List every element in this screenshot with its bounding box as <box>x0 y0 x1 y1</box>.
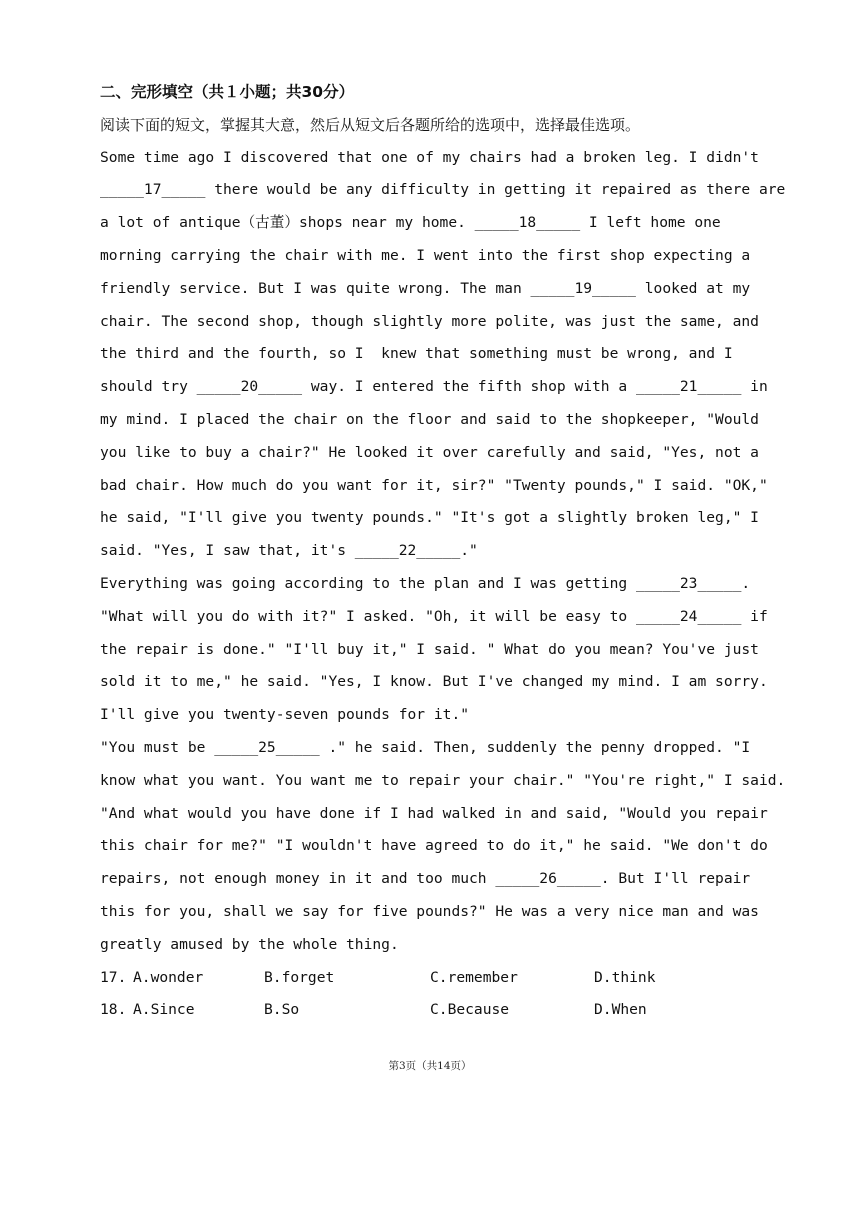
passage-line: greatly amused by the whole thing. <box>100 935 399 953</box>
passage-line: Some time ago I discovered that one of my chairs had a broken leg. I didn't <box>100 148 759 166</box>
question-options <box>100 962 780 1028</box>
passage-line: friendly service. But I was quite wrong. The man _____19_____ looked at my <box>100 279 751 297</box>
question-number: 17. <box>100 968 127 986</box>
passage-line: this chair for me?" "I wouldn't have agreed to do it," he said. "We don't do <box>100 837 768 855</box>
option-a: A.Since <box>133 1001 195 1019</box>
option-b: B.forget <box>264 968 335 986</box>
passage-line: I'll give you twenty-seven pounds for it." <box>100 706 470 724</box>
document-content <box>100 76 786 1027</box>
passage-line: "And what would you have done if I had walked in and said, "Would you repair <box>100 804 768 822</box>
passage-line: he said, "I'll give you twenty pounds." "It's got a slightly broken leg," I <box>100 509 759 527</box>
section-heading: 二、完形填空（共１小题；共30分） <box>100 83 355 101</box>
option-a: A.wonder <box>133 968 204 986</box>
passage-line: you like to buy a chair?" He looked it over carefully and said, "Yes, not a <box>100 443 759 461</box>
passage-line: morning carrying the chair with me. I went into the first shop expecting a <box>100 246 751 264</box>
passage-line: sold it to me," he said. "Yes, I know. But I've changed my mind. I am sorry. <box>100 673 768 691</box>
passage-line: bad chair. How much do you want for it, sir?" "Twenty pounds," I said. "OK," <box>100 476 768 494</box>
passage-line: _____17_____ there would be any difficulty in getting it repaired as there are <box>100 181 786 199</box>
passage-line: chair. The second shop, though slightly more polite, was just the same, and <box>100 312 759 330</box>
option-c: C.Because <box>430 1001 510 1019</box>
option-c: C.remember <box>430 968 518 986</box>
passage-line: "You must be _____25_____ ." he said. Then, suddenly the penny dropped. "I <box>100 738 751 756</box>
option-d: D.think <box>594 968 656 986</box>
question-17 <box>100 962 780 995</box>
passage-line: this for you, shall we say for five pounds?" He was a very nice man and was <box>100 902 759 920</box>
passage-line: know what you want. You want me to repair your chair." "You're right," I said. <box>100 771 786 789</box>
passage-line: the repair is done." "I'll buy it," I said. " What do you mean? You've just <box>100 640 759 658</box>
question-number: 18. <box>100 1001 127 1019</box>
passage-line: "What will you do with it?" I asked. "Oh, it will be easy to _____24_____ if <box>100 607 768 625</box>
passage-line: my mind. I placed the chair on the floor and said to the shopkeeper, "Would <box>100 410 759 428</box>
passage-line: Everything was going according to the plan and I was getting _____23_____. <box>100 574 751 592</box>
page-footer: 第3页（共14页） <box>388 1060 472 1072</box>
cloze-passage <box>100 142 786 962</box>
passage-line: the third and the fourth, so I knew that something must be wrong, and I <box>100 345 733 363</box>
passage-line: repairs, not enough money in it and too much _____26_____. But I'll repair <box>100 870 751 888</box>
passage-line: said. "Yes, I saw that, it's _____22_____." <box>100 542 478 560</box>
option-d: D.When <box>594 1001 647 1019</box>
passage-line: should try _____20_____ way. I entered the fifth shop with a _____21_____ in <box>100 378 768 396</box>
option-b: B.So <box>264 1001 300 1019</box>
section-instruction: 阅读下面的短文，掌握其大意，然后从短文后各题所给的选项中，选择最佳选项。 <box>100 115 641 134</box>
passage-line: a lot of antique（古董）shops near my home. _____18_____ I left home one <box>100 214 721 232</box>
question-18 <box>100 994 780 1027</box>
